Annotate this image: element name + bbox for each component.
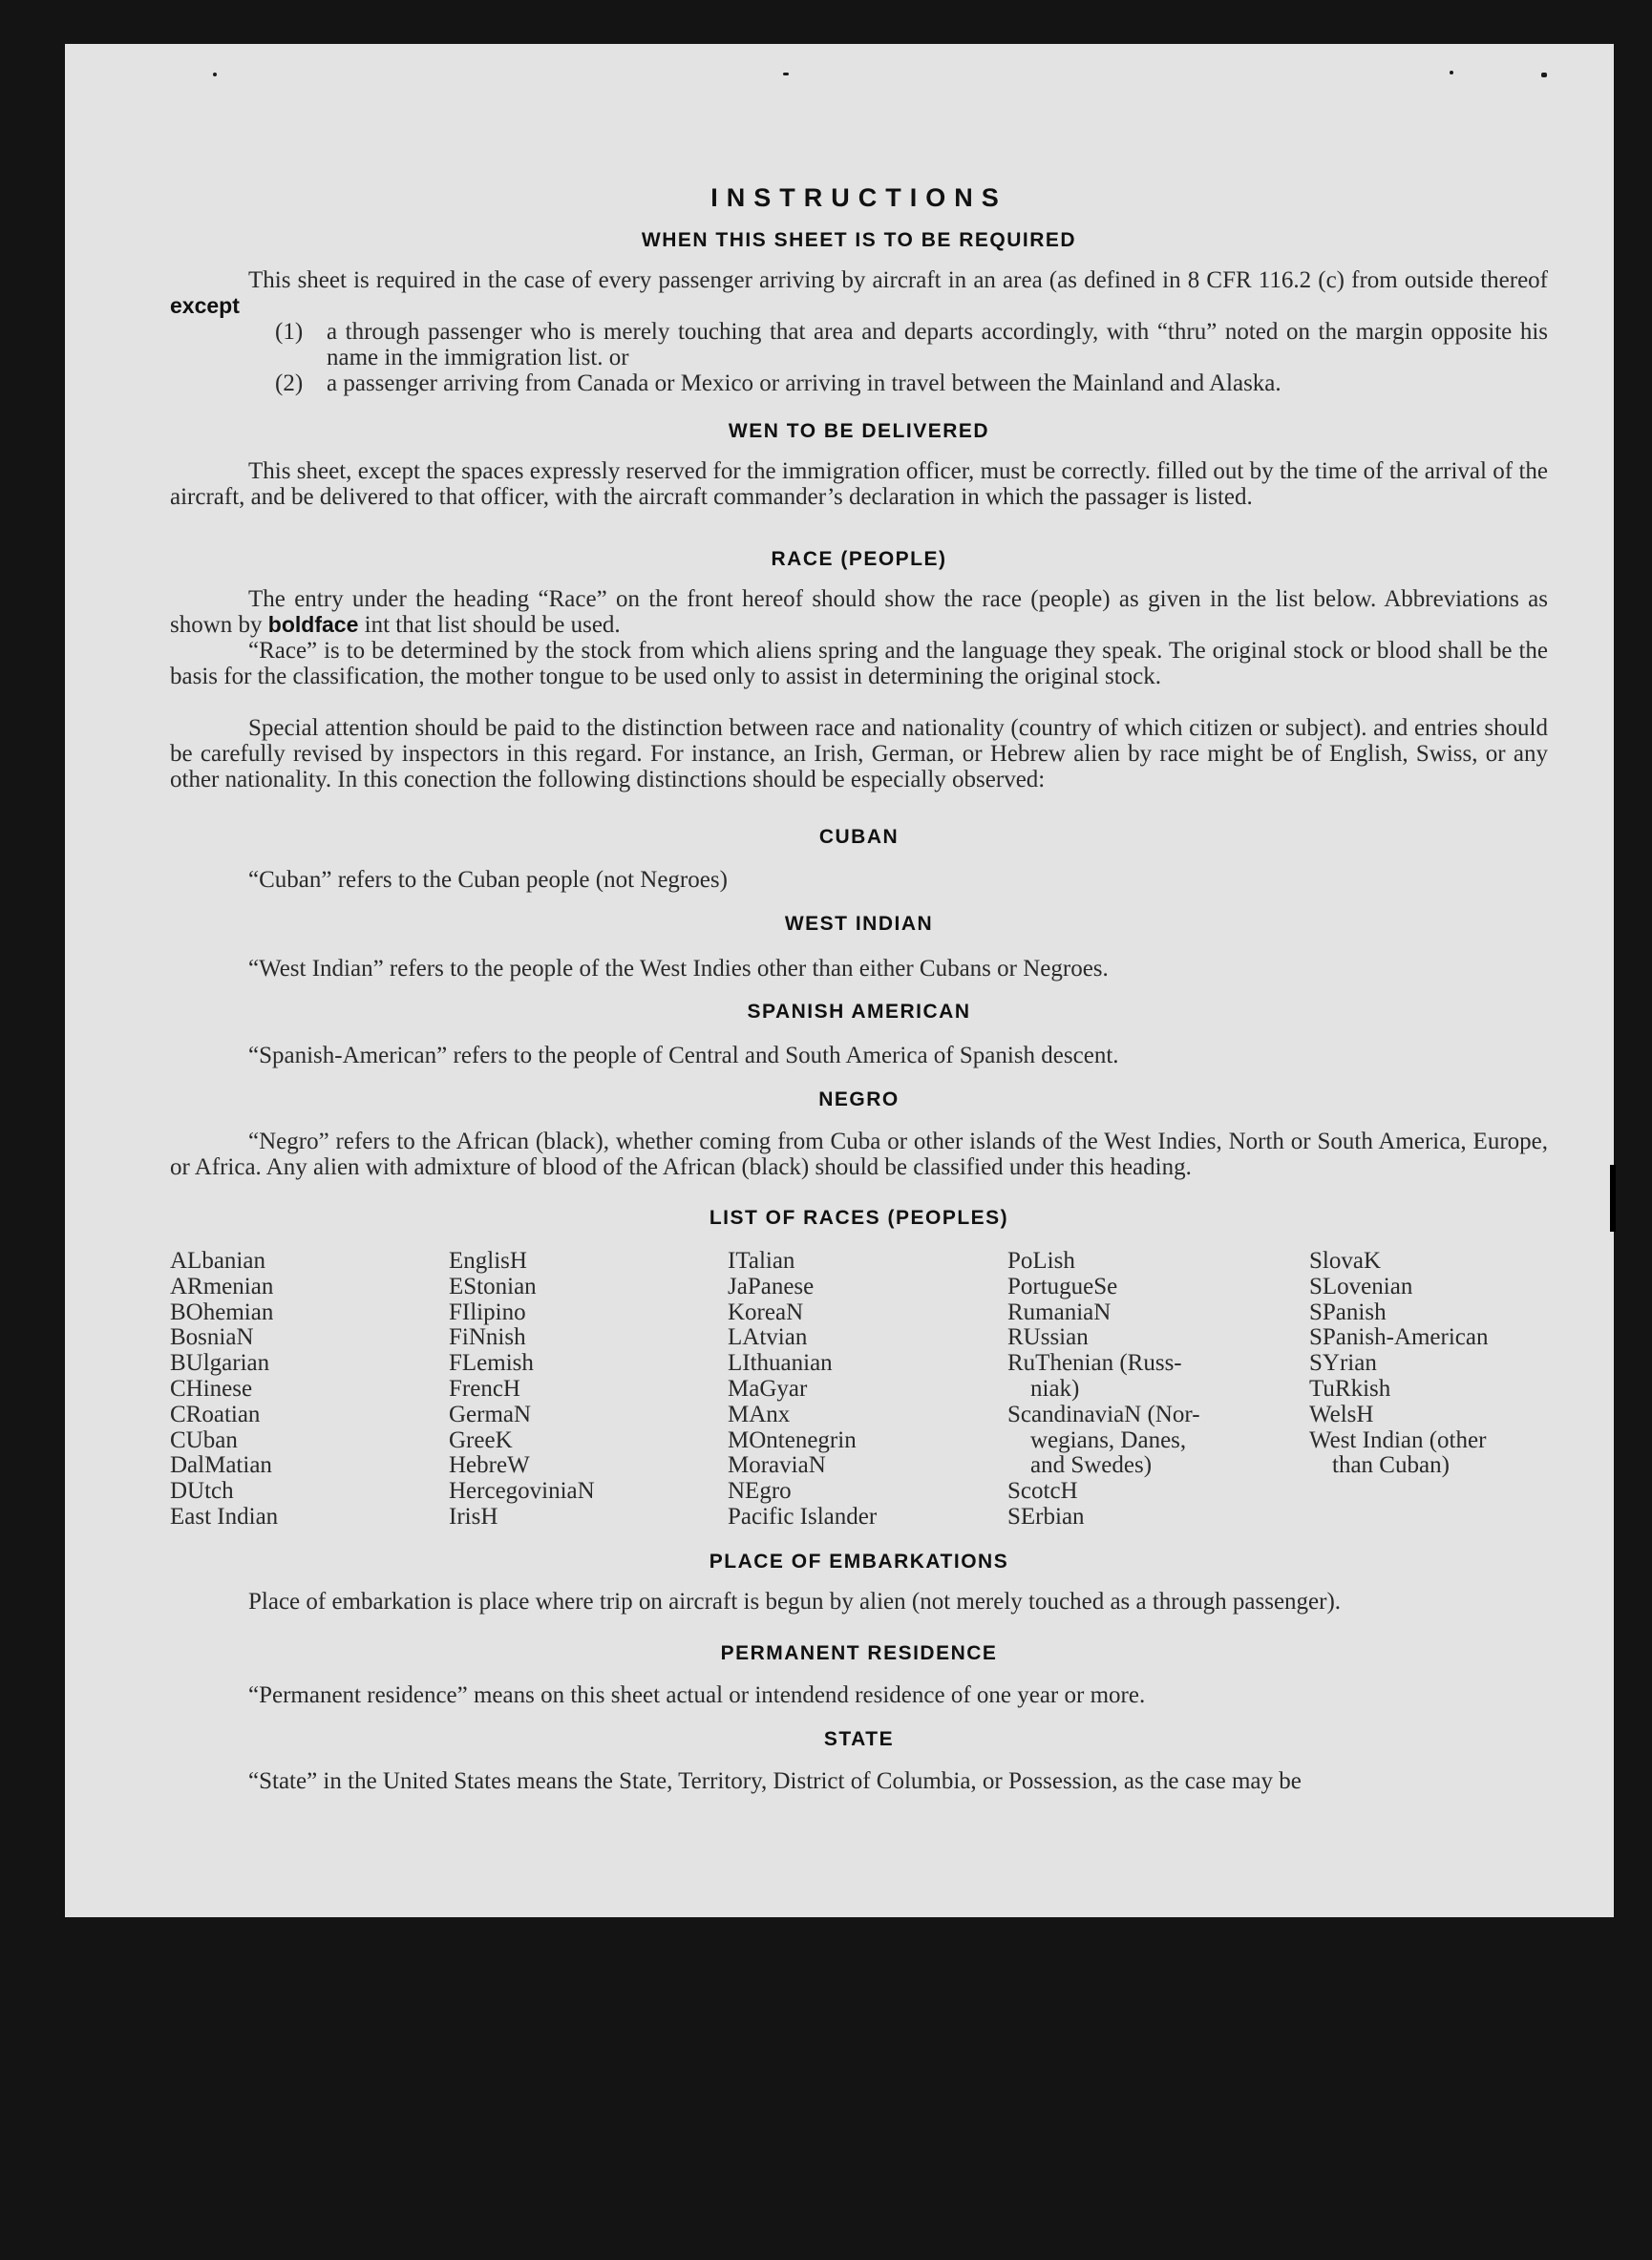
race-item: ITalian <box>728 1248 795 1274</box>
list-item-exception-2 <box>275 370 1548 396</box>
race-item: RumaniaN <box>1007 1299 1112 1325</box>
races-column-3 <box>728 1249 877 1531</box>
heading-state: STATE <box>823 1728 895 1750</box>
heading-west-indian: WEST INDIAN <box>784 913 934 935</box>
race-item: RUssian <box>1007 1324 1089 1351</box>
race-item: MaGyar <box>728 1375 808 1402</box>
bold-except: except <box>170 293 240 318</box>
race-item: HebreW <box>449 1452 530 1479</box>
race-item: LIthuanian <box>728 1350 833 1377</box>
race-item: DalMatian <box>170 1452 272 1479</box>
race-item-continued: and Swedes) <box>1030 1452 1153 1479</box>
race-item: EStonian <box>449 1273 537 1299</box>
races-column-2 <box>449 1249 595 1531</box>
bold-boldface: boldface <box>267 612 359 637</box>
race-item: ALbanian <box>170 1248 265 1274</box>
paragraph-embarkation <box>170 1589 1548 1615</box>
scan-speck <box>1450 71 1453 74</box>
heading-when-delivered: WEN TO BE DELIVERED <box>728 420 990 442</box>
paragraph-west-indian <box>170 956 1548 982</box>
race-item: JaPanese <box>728 1273 815 1299</box>
document-page <box>65 44 1614 1917</box>
page-title: INSTRUCTIONS <box>710 183 1007 212</box>
embarkation-text: Place of embarkation is place where trip on aircraft is begun by alien (not merely touched as a through passenger). <box>248 1589 1342 1615</box>
item-number: (2) <box>275 370 304 396</box>
race-item: West Indian (other <box>1309 1426 1487 1453</box>
paragraph-negro <box>170 1129 1548 1180</box>
race-item: ARmenian <box>170 1273 274 1299</box>
race-item: SErbian <box>1007 1503 1085 1530</box>
race-item-continued: than Cuban) <box>1332 1452 1450 1479</box>
race-item: CUban <box>170 1426 238 1453</box>
residence-text: “Permanent residence” means on this sheet actual or intendend residence of one year or more. <box>248 1682 1146 1708</box>
paragraph-required-intro <box>170 267 1548 319</box>
delivered-text: This sheet, except the spaces expressly reserved for the immigration officer, must be correctly. filled out by the time of the arrival of the aircraft, and be delivered to that officer, with the aircraft commander’s declaration in which the passager is listed. <box>170 458 1548 510</box>
paragraph-permanent-residence <box>170 1682 1548 1708</box>
race-p1-text: The entry under the heading “Race” on the front hereof should show the race (people) as given in the list below. Abbreviations as shown by <box>170 586 1548 638</box>
races-column-4 <box>1007 1249 1200 1531</box>
race-item: PoLish <box>1007 1248 1075 1274</box>
race-item: PortugueSe <box>1007 1273 1118 1299</box>
item-text: a passenger arriving from Canada or Mexico or arriving in travel between the Mainland and Alaska. <box>327 370 1281 396</box>
race-item: SLovenian <box>1309 1273 1413 1299</box>
race-item: MOntenegrin <box>728 1426 857 1453</box>
heading-when-required: WHEN THIS SHEET IS TO BE REQUIRED <box>641 229 1077 251</box>
race-item: ScotcH <box>1007 1478 1078 1505</box>
negro-text: “Negro” refers to the African (black), whether coming from Cuba or other islands of the West Indies, North or South America, Europe, or Africa. Any alien with admixture of blood of the African (black) should be classified under this heading. <box>170 1129 1548 1180</box>
heading-embarkation: PLACE OF EMBARKATIONS <box>709 1551 1009 1573</box>
race-item: FiNnish <box>449 1324 526 1351</box>
race-item-continued: niak) <box>1030 1375 1080 1402</box>
required-intro-text: This sheet is required in the case of every passenger arriving by aircraft in an area (as defined in 8 CFR 116.2 (c) from outside thereof <box>248 267 1548 293</box>
paragraph-race-1 <box>170 586 1548 638</box>
race-item: LAtvian <box>728 1324 808 1351</box>
races-column-1 <box>170 1249 278 1531</box>
race-item: ScandinaviaN (Nor- <box>1007 1401 1200 1427</box>
scan-speck <box>213 73 217 76</box>
race-item: EnglisH <box>449 1248 527 1274</box>
heading-cuban: CUBAN <box>818 826 900 848</box>
race-item: SPanish <box>1309 1299 1387 1325</box>
race-item: GermaN <box>449 1401 532 1427</box>
spanish-american-text: “Spanish-American” refers to the people of Central and South America of Spanish descent. <box>248 1043 1119 1068</box>
race-item: BOhemian <box>170 1299 274 1325</box>
race-item: BUlgarian <box>170 1350 270 1377</box>
paragraph-race-2 <box>170 638 1548 689</box>
paragraph-cuban <box>170 867 1548 893</box>
heading-spanish-american: SPANISH AMERICAN <box>747 1001 971 1023</box>
paragraph-race-3 <box>170 715 1548 792</box>
paragraph-spanish-american <box>170 1043 1548 1068</box>
race-item: CHinese <box>170 1375 253 1402</box>
paragraph-delivered <box>170 458 1548 510</box>
race-item: SlovaK <box>1309 1248 1381 1274</box>
races-table <box>170 1249 1548 1535</box>
race-item: BosniaN <box>170 1324 254 1351</box>
race-item: IrisH <box>449 1503 498 1530</box>
race-item: NEgro <box>728 1478 792 1505</box>
race-item: DUtch <box>170 1478 234 1505</box>
heading-permanent-residence: PERMANENT RESIDENCE <box>720 1642 998 1664</box>
list-item-exception-1 <box>275 319 1548 370</box>
race-item: GreeK <box>449 1426 513 1453</box>
heading-list-of-races: LIST OF RACES (PEOPLES) <box>709 1207 1009 1229</box>
item-number: (1) <box>275 319 304 345</box>
race-item: RuThenian (Russ- <box>1007 1350 1182 1377</box>
race-item: Pacific Islander <box>728 1503 878 1530</box>
race-item: WelsH <box>1309 1401 1374 1427</box>
races-column-5 <box>1309 1249 1488 1479</box>
race-item: FIlipino <box>449 1299 526 1325</box>
race-item: SYrian <box>1309 1350 1377 1377</box>
scan-speck <box>1541 73 1547 77</box>
west-indian-text: “West Indian” refers to the people of the West Indies other than either Cubans or Negroes. <box>248 956 1109 982</box>
race-p3-text: Special attention should be paid to the distinction between race and nationality (country of which citizen or subject). and entries should be carefully revised by inspectors in this regard. For instance, an Irish, German, or Hebrew alien by race might be of English, Swiss, or any other nationality. In this conection the following distinctions should be especially observed: <box>170 715 1548 792</box>
heading-negro: NEGRO <box>818 1088 900 1110</box>
cuban-text: “Cuban” refers to the Cuban people (not Negroes) <box>248 867 728 893</box>
scan-speck <box>783 73 789 75</box>
race-item: KoreaN <box>728 1299 804 1325</box>
race-item: MoraviaN <box>728 1452 826 1479</box>
race-item: CRoatian <box>170 1401 261 1427</box>
race-item: TuRkish <box>1309 1375 1391 1402</box>
race-item: HercegoviniaN <box>449 1478 595 1505</box>
race-item-continued: wegians, Danes, <box>1030 1426 1187 1453</box>
race-item: FLemish <box>449 1350 534 1377</box>
race-item: East Indian <box>170 1503 279 1530</box>
race-item: SPanish-American <box>1309 1324 1489 1351</box>
scan-edge-shadow <box>1610 1165 1616 1232</box>
item-text: a through passenger who is merely touching that area and departs accordingly, with “thru” noted on the margin opposite his name in the immigration list. or <box>327 319 1548 370</box>
race-item: MAnx <box>728 1401 791 1427</box>
paragraph-state <box>170 1768 1548 1794</box>
heading-race: RACE (PEOPLE) <box>771 548 947 570</box>
race-p2-text: “Race” is to be determined by the stock from which aliens spring and the language they speak. The original stock or blood shall be the basis for the classification, the mother tongue to be used only to assist in determining the original stock. <box>170 638 1548 689</box>
state-text: “State” in the United States means the State, Territory, District of Columbia, or Possession, as the case may be <box>248 1768 1302 1794</box>
race-item: FrencH <box>449 1375 520 1402</box>
race-p1-tail: int that list should be used. <box>364 612 621 638</box>
